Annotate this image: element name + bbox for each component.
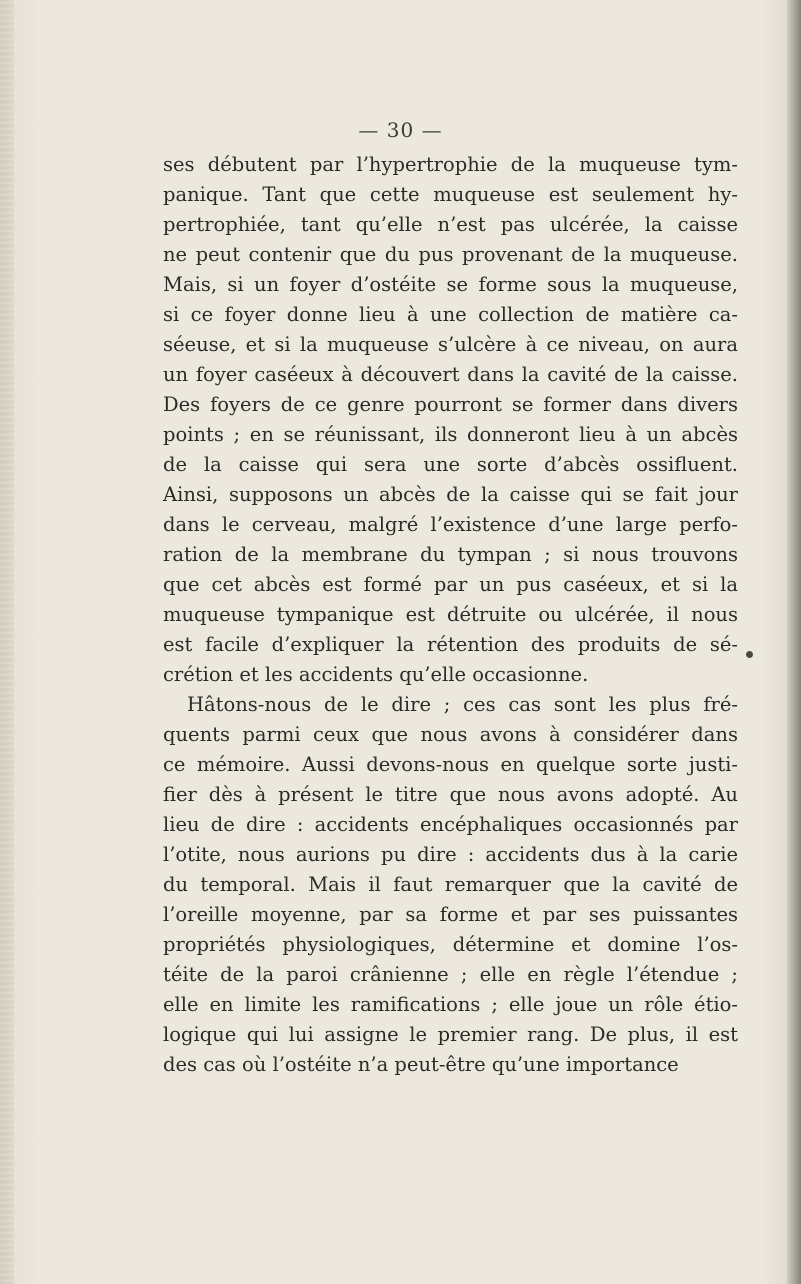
- text-line: téite de la paroi crânienne ; elle en règle l’étendue ;: [163, 963, 738, 986]
- text-line: séeuse, et si la muqueuse s’ulcère à ce niveau, on aura: [163, 333, 738, 356]
- text-line: muqueuse tympanique est détruite ou ulcérée, il nous: [163, 603, 738, 626]
- text-line: est facile d’expliquer la rétention des produits de sé-: [163, 633, 738, 656]
- text-line: ses débutent par l’hypertrophie de la muqueuse tym-: [163, 153, 738, 176]
- page-number: — 30 —: [358, 118, 443, 142]
- text-line: Ainsi, supposons un abcès de la caisse qui se fait jour: [163, 483, 738, 506]
- text-line: pertrophiée, tant qu’elle n’est pas ulcérée, la caisse: [163, 213, 738, 236]
- body-text: [163, 150, 738, 1080]
- text-line: propriétés physiologiques, détermine et domine l’os-: [163, 933, 738, 956]
- text-line: ration de la membrane du tympan ; si nous trouvons: [163, 543, 738, 566]
- text-line: ce mémoire. Aussi devons-nous en quelque sorte justi-: [163, 753, 738, 776]
- text-line: panique. Tant que cette muqueuse est seulement hy-: [163, 183, 738, 206]
- page-edge: [787, 0, 801, 1284]
- text-line: elle en limite les ramifications ; elle joue un rôle étio-: [163, 993, 738, 1016]
- text-line: l’otite, nous aurions pu dire : accidents dus à la carie: [163, 843, 738, 866]
- ink-blot: [746, 651, 753, 658]
- text-line: logique qui lui assigne le premier rang. De plus, il est: [163, 1023, 738, 1046]
- text-line: points ; en se réunissant, ils donneront lieu à un abcès: [163, 423, 738, 446]
- text-line: des cas où l’ostéite n’a peut-être qu’une importance: [163, 1053, 679, 1076]
- text-line: fier dès à présent le titre que nous avons adopté. Au: [163, 783, 738, 806]
- text-line: l’oreille moyenne, par sa forme et par ses puissantes: [163, 903, 738, 926]
- text-line: Des foyers de ce genre pourront se former dans divers: [163, 393, 738, 416]
- text-line: dans le cerveau, malgré l’existence d’une large perfo-: [163, 513, 738, 536]
- text-line: quents parmi ceux que nous avons à considérer dans: [163, 723, 738, 746]
- text-line: ne peut contenir que du pus provenant de la muqueuse.: [163, 243, 738, 266]
- text-line: si ce foyer donne lieu à une collection de matière ca-: [163, 303, 738, 326]
- text-line: de la caisse qui sera une sorte d’abcès ossifluent.: [163, 453, 738, 476]
- text-line: que cet abcès est formé par un pus caséeux, et si la: [163, 573, 738, 596]
- text-line: crétion et les accidents qu’elle occasionne.: [163, 663, 589, 686]
- page-gutter-shadow: [0, 0, 14, 1284]
- text-line: Hâtons-nous de le dire ; ces cas sont les plus fré-: [187, 693, 738, 716]
- text-line: un foyer caséeux à découvert dans la cavité de la caisse.: [163, 363, 738, 386]
- text-line: du temporal. Mais il faut remarquer que la cavité de: [163, 873, 738, 896]
- text-line: Mais, si un foyer d’ostéite se forme sous la muqueuse,: [163, 273, 738, 296]
- text-line: lieu de dire : accidents encéphaliques occasionnés par: [163, 813, 738, 836]
